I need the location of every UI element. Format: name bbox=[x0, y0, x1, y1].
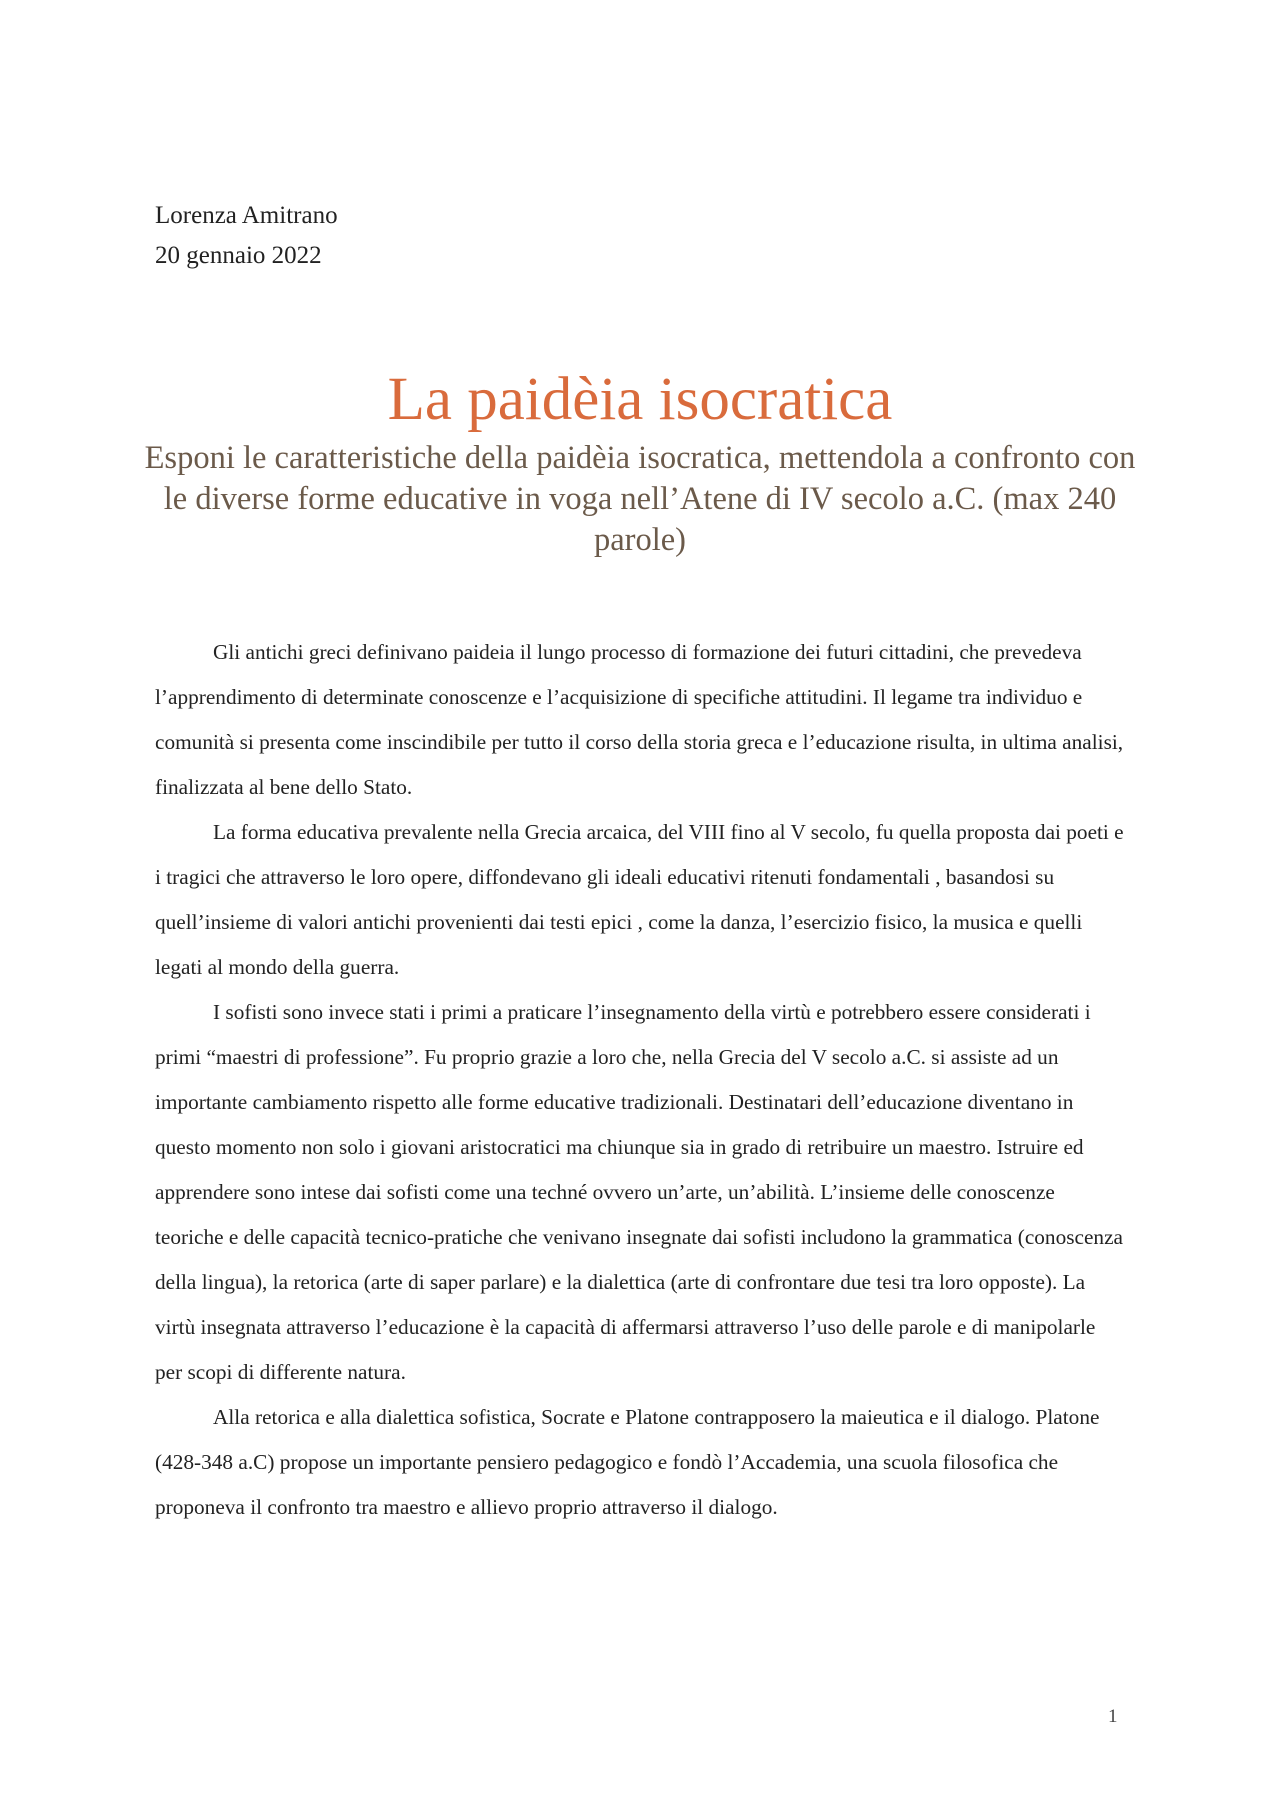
body-paragraph: Gli antichi greci definivano paideia il lungo processo di formazione dei futuri cittadini, che prevedeva l’apprendimento di determinate conoscenze e l’acquisizione di specifiche attitudini. Il legame tra individuo e comunità si presenta come inscindibile per tutto il corso della storia greca e l’educazione risulta, in ultima analisi, finalizzata al bene dello Stato. bbox=[155, 640, 1124, 799]
document-body bbox=[155, 630, 1125, 1530]
document-title: La paidèia isocratica bbox=[387, 366, 893, 433]
body-paragraph: La forma educativa prevalente nella Grecia arcaica, del VIII fino al V secolo, fu quella proposta dai poeti e i tragici che attraverso le loro opere, diffondevano gli ideali educativi ritenuti fondamentali , basandosi su quell’insieme di valori antichi provenienti dai testi epici , come la danza, l’esercizio fisico, la musica e quelli legati al mondo della guerra. bbox=[155, 820, 1124, 979]
body-paragraph: I sofisti sono invece stati i primi a praticare l’insegnamento della virtù e potrebbero essere considerati i primi “maestri di professione”. Fu proprio grazie a loro che, nella Grecia del V secolo a.C. si assiste ad un importante cambiamento rispetto alle forme educative tradizionali. Destinatari dell’educazione diventano in questo momento non solo i giovani aristocratici ma chiunque sia in grado di retribuire un maestro. Istruire ed apprendere sono intese dai sofisti come una techné ovvero un’arte, un’abilità. L’insieme delle conoscenze teoriche e delle capacità tecnico-pratiche che venivano insegnate dai sofisti includono la grammatica (conoscenza della lingua), la retorica (arte di saper parlare) e la dialettica (arte di confrontare due tesi tra loro opposte). La virtù insegnata attraverso l’educazione è la capacità di affermarsi attraverso l’uso delle parole e di manipolarle per scopi di differente natura. bbox=[155, 1000, 1123, 1384]
document-subtitle: Esponi le caratteristiche della paidèia isocratica, mettendola a confronto con le diverse forme educative in voga nell’Atene di IV secolo a.C. (max 240 parole) bbox=[144, 440, 1136, 558]
title-block bbox=[140, 364, 1140, 561]
document-header bbox=[155, 196, 338, 276]
document-date: 20 gennaio 2022 bbox=[155, 242, 322, 269]
page-number: 1 bbox=[1108, 1706, 1118, 1727]
author-name: Lorenza Amitrano bbox=[155, 202, 338, 229]
body-paragraph: Alla retorica e alla dialettica sofistica, Socrate e Platone contrapposero la maieutica e il dialogo. Platone (428-348 a.C) propose un importante pensiero pedagogico e fondò l’Accademia, una scuola filosofica che proponeva il confronto tra maestro e allievo proprio attraverso il dialogo. bbox=[155, 1405, 1100, 1519]
